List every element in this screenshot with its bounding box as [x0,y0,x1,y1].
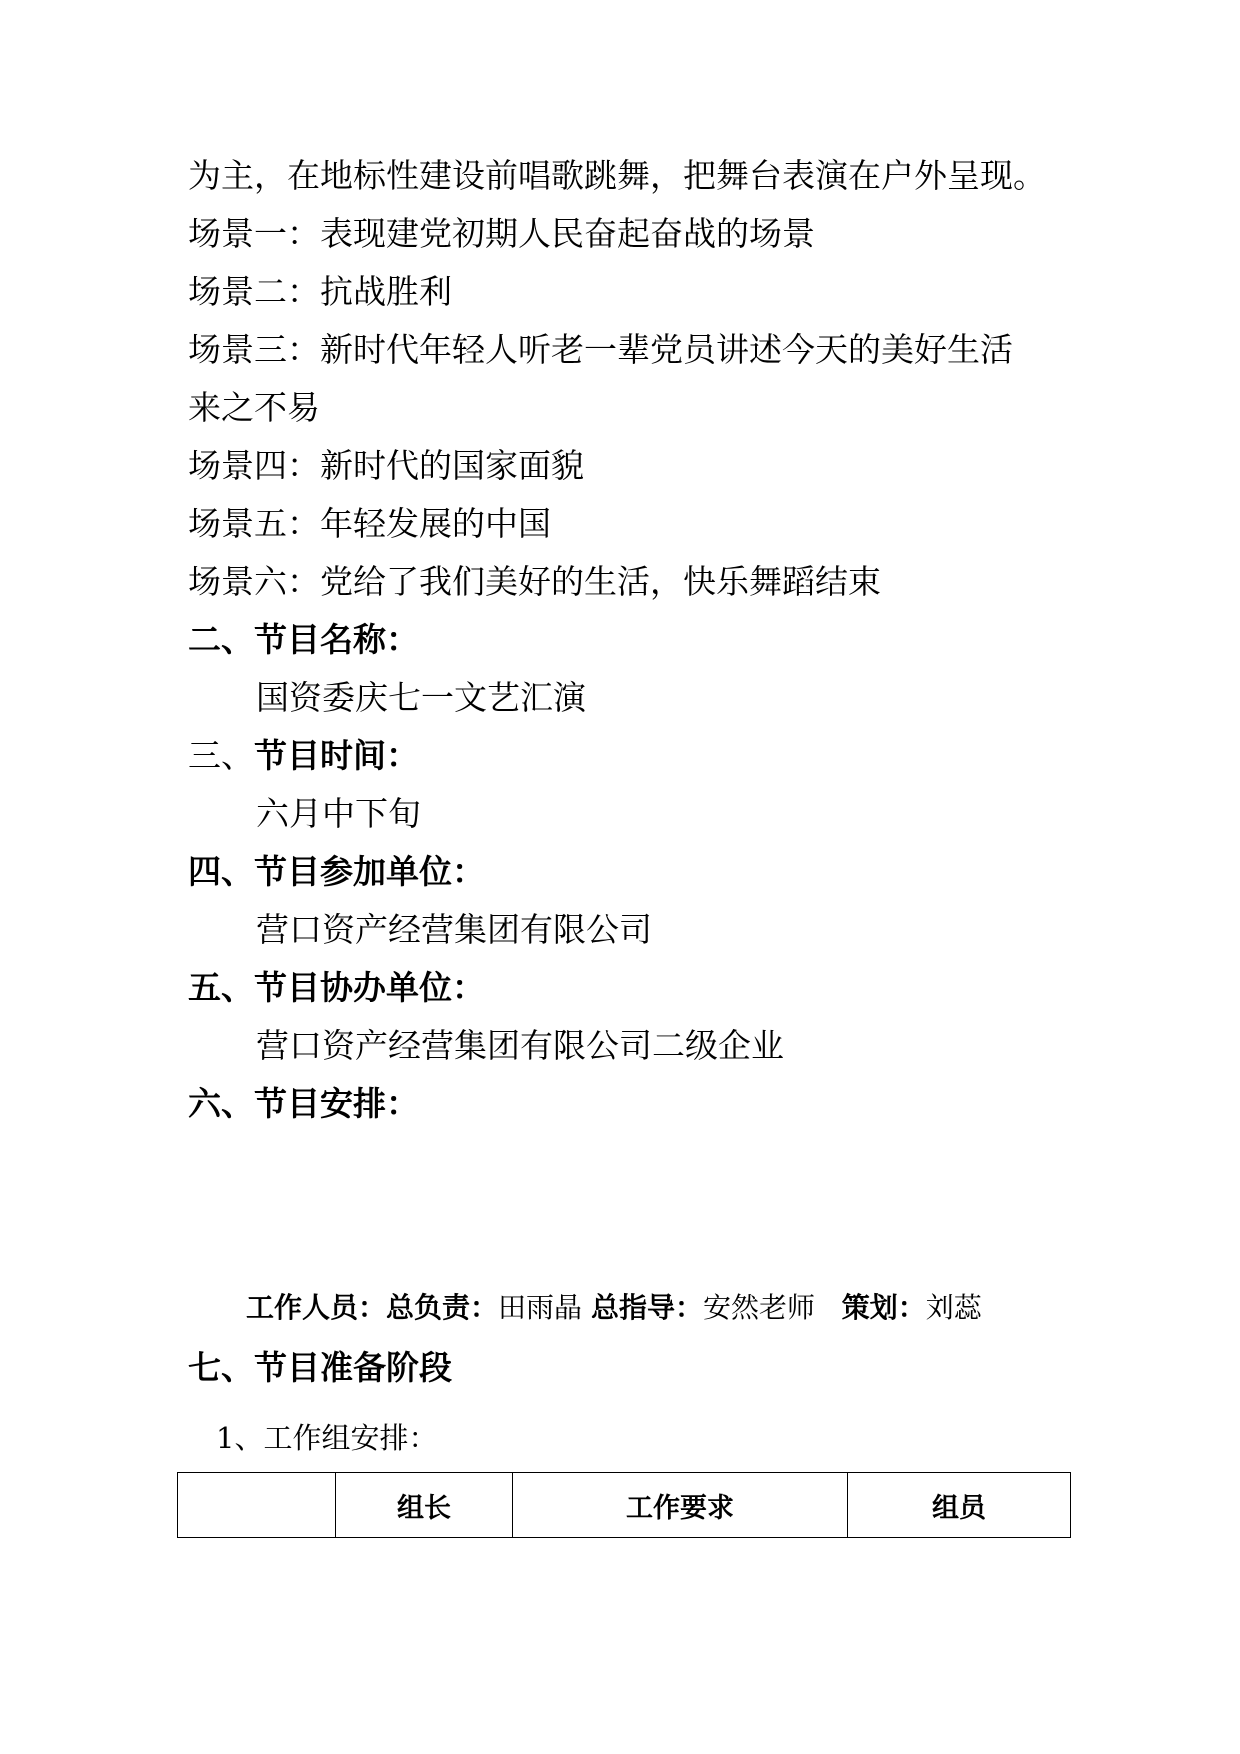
lead-label: 总负责： [386,1291,499,1324]
section-arrangement-heading: 六、节目安排： [188,1084,419,1123]
director-label: 总指导： [590,1291,703,1324]
workgroup-heading: 1、工作组安排： [216,1421,438,1455]
section-participants-value: 营口资产经营集团有限公司 [256,910,652,949]
scene-3-continued: 来之不易 [188,388,320,427]
prep-heading: 七、节目准备阶段 [188,1348,452,1387]
lead-value: 田雨晶 [498,1291,583,1324]
section-name-heading: 二、节目名称： [188,620,419,659]
staff-label: 工作人员： [246,1291,387,1324]
table-header-leader: 组长 [336,1473,513,1538]
table-header-members: 组员 [848,1473,1071,1538]
section-name-value: 国资委庆七一文艺汇演 [256,678,586,717]
scene-5: 场景五：年轻发展的中国 [188,504,551,543]
scene-1: 场景一：表现建党初期人民奋起奋战的场景 [188,214,815,253]
staff-line [246,1290,982,1326]
section-participants-heading: 四、节目参加单位： [188,852,485,891]
planner-label: 策划： [841,1291,926,1324]
table-header-requirements: 工作要求 [513,1473,848,1538]
table-header-row [178,1473,1071,1538]
section-co-organizer-heading: 五、节目协办单位： [188,968,485,1007]
section-time-value: 六月中下旬 [256,794,421,833]
workgroup-table [177,1472,1071,1538]
scene-2: 场景二：抗战胜利 [188,272,452,311]
scene-4: 场景四：新时代的国家面貌 [188,446,584,485]
director-value: 安然老师 [702,1291,815,1324]
intro-tail-text: 为主，在地标性建设前唱歌跳舞，把舞台表演在户外呈现。 [188,156,1046,195]
section-co-organizer-value: 营口资产经营集团有限公司二级企业 [256,1026,784,1065]
section-time-title: 节目时间： [254,736,419,775]
scene-3: 场景三：新时代年轻人听老一辈党员讲述今天的美好生活 [188,330,1013,369]
scene-6: 场景六：党给了我们美好的生活，快乐舞蹈结束 [188,562,881,601]
planner-value: 刘蕊 [925,1291,982,1324]
section-time-heading [188,736,419,776]
section-time-prefix: 三、 [188,736,254,775]
table-header-blank [178,1473,336,1538]
